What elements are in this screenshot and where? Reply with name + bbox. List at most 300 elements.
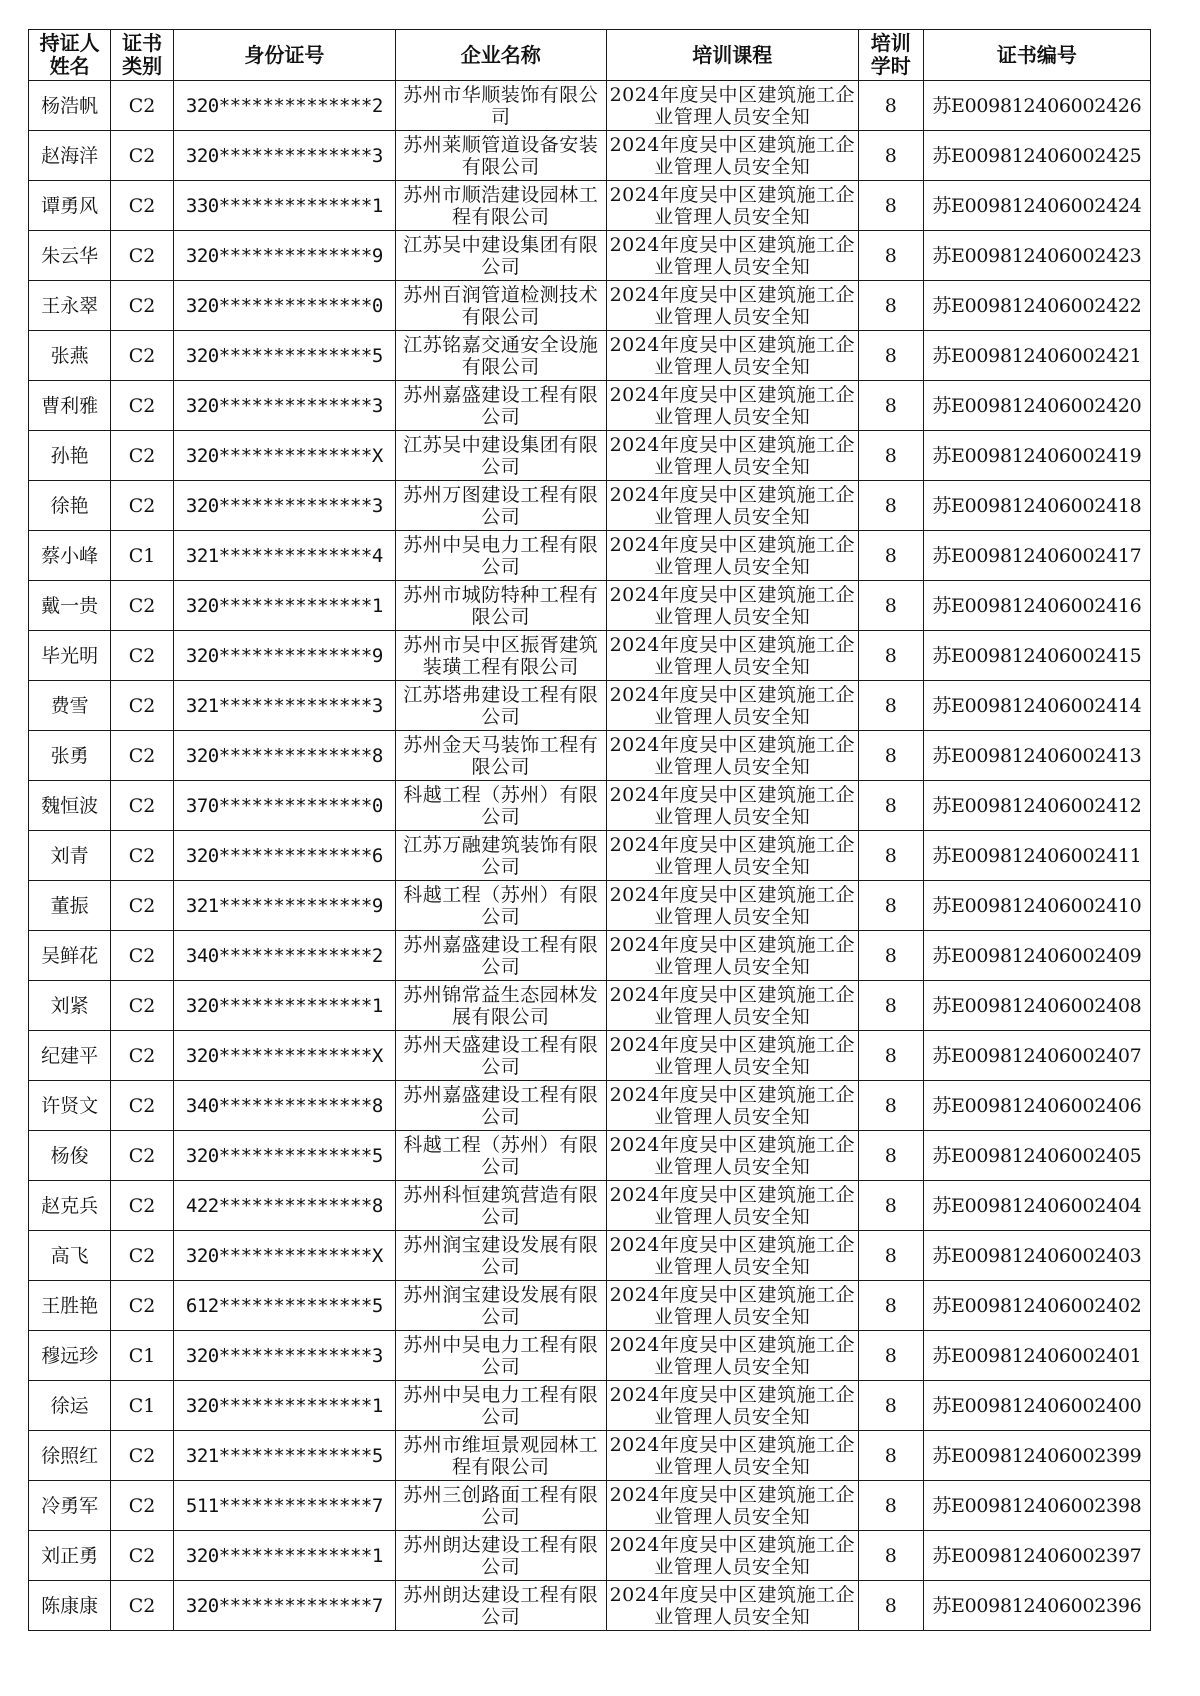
- cell-course-text: 2024年度吴中区建筑施工企业管理人员安全知: [609, 384, 855, 428]
- cell-holder-name: 冷勇军: [29, 1481, 111, 1531]
- cell-holder-name: 张燕: [29, 331, 111, 381]
- cell-course: [606, 1581, 858, 1631]
- table-row: [29, 1431, 1151, 1481]
- cell-cert-no: 苏E009812406002412: [923, 781, 1150, 831]
- cell-course-text: 2024年度吴中区建筑施工企业管理人员安全知: [609, 84, 855, 128]
- cell-cert-no: 苏E009812406002398: [923, 1481, 1150, 1531]
- cell-company: [395, 1381, 606, 1431]
- cell-id-number: 612**************5: [173, 1281, 395, 1331]
- cell-company-text: 苏州润宝建设发展有限公司: [403, 1284, 599, 1328]
- cell-id-number: 511**************7: [173, 1481, 395, 1531]
- table-row: [29, 581, 1151, 631]
- cell-company-text: 苏州市华顺装饰有限公司: [403, 84, 599, 128]
- cell-id-number: 320**************5: [173, 331, 395, 381]
- cell-course: [606, 1181, 858, 1231]
- cell-id-number: 320**************7: [173, 1581, 395, 1631]
- cell-holder-name: 魏恒波: [29, 781, 111, 831]
- cell-cert-no: 苏E009812406002400: [923, 1381, 1150, 1431]
- cell-id-number: 320**************2: [173, 81, 395, 131]
- cell-holder-name: 刘青: [29, 831, 111, 881]
- cell-category: C2: [111, 681, 174, 731]
- cell-holder-name: 陈康康: [29, 1581, 111, 1631]
- cell-hours: 8: [858, 1181, 923, 1231]
- cell-company-text: 江苏吴中建设集团有限公司: [403, 234, 599, 278]
- header-cert-no: 证书编号: [923, 30, 1150, 81]
- cell-cert-no: 苏E009812406002413: [923, 731, 1150, 781]
- cell-id-number: 340**************8: [173, 1081, 395, 1131]
- table-row: [29, 731, 1151, 781]
- cell-holder-name: 蔡小峰: [29, 531, 111, 581]
- cell-company: [395, 181, 606, 231]
- cell-course: [606, 1131, 858, 1181]
- cell-cert-no: 苏E009812406002418: [923, 481, 1150, 531]
- cell-hours: 8: [858, 731, 923, 781]
- cell-holder-name: 毕光明: [29, 631, 111, 681]
- cell-hours: 8: [858, 631, 923, 681]
- cell-cert-no: 苏E009812406002406: [923, 1081, 1150, 1131]
- cell-hours: 8: [858, 1281, 923, 1331]
- cell-id-number: 320**************3: [173, 481, 395, 531]
- cell-category: C2: [111, 281, 174, 331]
- cell-course: [606, 931, 858, 981]
- certificate-table: [28, 29, 1151, 1631]
- table-row: [29, 1031, 1151, 1081]
- cell-holder-name: 纪建平: [29, 1031, 111, 1081]
- cell-hours: 8: [858, 331, 923, 381]
- cell-hours: 8: [858, 131, 923, 181]
- cell-id-number: 320**************3: [173, 381, 395, 431]
- cell-course: [606, 731, 858, 781]
- cell-course-text: 2024年度吴中区建筑施工企业管理人员安全知: [609, 1584, 855, 1628]
- table-row: [29, 231, 1151, 281]
- cell-company-text: 苏州市维垣景观园林工程有限公司: [403, 1434, 599, 1478]
- cell-cert-no: 苏E009812406002424: [923, 181, 1150, 231]
- cell-course-text: 2024年度吴中区建筑施工企业管理人员安全知: [609, 334, 855, 378]
- cell-course-text: 2024年度吴中区建筑施工企业管理人员安全知: [609, 1334, 855, 1378]
- cell-category: C2: [111, 1481, 174, 1531]
- header-course: 培训课程: [606, 30, 858, 81]
- cell-company-text: 苏州市城防特种工程有限公司: [403, 584, 599, 628]
- cell-holder-name: 刘紧: [29, 981, 111, 1031]
- cell-company-text: 苏州中吴电力工程有限公司: [403, 534, 599, 578]
- cell-course: [606, 631, 858, 681]
- cell-company: [395, 981, 606, 1031]
- cell-company-text: 苏州百润管道检测技术有限公司: [403, 284, 599, 328]
- cell-cert-no: 苏E009812406002408: [923, 981, 1150, 1031]
- cell-company: [395, 531, 606, 581]
- cell-course-text: 2024年度吴中区建筑施工企业管理人员安全知: [609, 234, 855, 278]
- cell-company-text: 苏州嘉盛建设工程有限公司: [403, 934, 599, 978]
- cell-holder-name: 赵海洋: [29, 131, 111, 181]
- cell-cert-no: 苏E009812406002416: [923, 581, 1150, 631]
- cell-hours: 8: [858, 1031, 923, 1081]
- cell-company-text: 江苏吴中建设集团有限公司: [403, 434, 599, 478]
- cell-course: [606, 881, 858, 931]
- cell-course: [606, 181, 858, 231]
- cell-course-text: 2024年度吴中区建筑施工企业管理人员安全知: [609, 684, 855, 728]
- table-row: [29, 431, 1151, 481]
- cell-holder-name: 董振: [29, 881, 111, 931]
- table-row: [29, 331, 1151, 381]
- table-row: [29, 1331, 1151, 1381]
- cell-category: C2: [111, 181, 174, 231]
- table-row: [29, 931, 1151, 981]
- cell-course-text: 2024年度吴中区建筑施工企业管理人员安全知: [609, 934, 855, 978]
- cell-course-text: 2024年度吴中区建筑施工企业管理人员安全知: [609, 1534, 855, 1578]
- table-row: [29, 631, 1151, 681]
- cell-cert-no: 苏E009812406002405: [923, 1131, 1150, 1181]
- cell-company: [395, 1331, 606, 1381]
- cell-hours: 8: [858, 931, 923, 981]
- cell-hours: 8: [858, 1081, 923, 1131]
- cell-cert-no: 苏E009812406002402: [923, 1281, 1150, 1331]
- cell-company: [395, 1231, 606, 1281]
- cell-id-number: 340**************2: [173, 931, 395, 981]
- cell-category: C2: [111, 81, 174, 131]
- cell-category: C2: [111, 881, 174, 931]
- cell-id-number: 320**************0: [173, 281, 395, 331]
- cell-course: [606, 281, 858, 331]
- cell-category: C2: [111, 831, 174, 881]
- table-header-row: [29, 30, 1151, 81]
- cell-course: [606, 481, 858, 531]
- cell-hours: 8: [858, 381, 923, 431]
- cell-id-number: 422**************8: [173, 1181, 395, 1231]
- cell-course-text: 2024年度吴中区建筑施工企业管理人员安全知: [609, 1434, 855, 1478]
- header-category: [111, 30, 174, 81]
- cell-id-number: 320**************1: [173, 1381, 395, 1431]
- cell-course: [606, 681, 858, 731]
- cell-category: C2: [111, 981, 174, 1031]
- cell-category: C2: [111, 1031, 174, 1081]
- cell-course-text: 2024年度吴中区建筑施工企业管理人员安全知: [609, 1484, 855, 1528]
- cell-course-text: 2024年度吴中区建筑施工企业管理人员安全知: [609, 734, 855, 778]
- cell-company-text: 苏州朗达建设工程有限公司: [403, 1534, 599, 1578]
- cell-course-text: 2024年度吴中区建筑施工企业管理人员安全知: [609, 534, 855, 578]
- cell-course: [606, 231, 858, 281]
- cell-company-text: 苏州三创路面工程有限公司: [403, 1484, 599, 1528]
- cell-category: C1: [111, 1381, 174, 1431]
- cell-course-text: 2024年度吴中区建筑施工企业管理人员安全知: [609, 784, 855, 828]
- cell-hours: 8: [858, 981, 923, 1031]
- cell-id-number: 320**************5: [173, 1131, 395, 1181]
- cell-category: C2: [111, 131, 174, 181]
- cell-company: [395, 331, 606, 381]
- table-row: [29, 181, 1151, 231]
- cell-company: [395, 581, 606, 631]
- cell-id-number: 320**************9: [173, 631, 395, 681]
- cell-category: C2: [111, 1231, 174, 1281]
- cell-hours: 8: [858, 781, 923, 831]
- cell-hours: 8: [858, 831, 923, 881]
- cell-company-text: 江苏塔弗建设工程有限公司: [403, 684, 599, 728]
- cell-id-number: 320**************1: [173, 1531, 395, 1581]
- cell-company: [395, 1031, 606, 1081]
- cell-id-number: 320**************X: [173, 1231, 395, 1281]
- cell-cert-no: 苏E009812406002409: [923, 931, 1150, 981]
- cell-company: [395, 731, 606, 781]
- cell-course: [606, 1081, 858, 1131]
- cell-company: [395, 1181, 606, 1231]
- cell-cert-no: 苏E009812406002417: [923, 531, 1150, 581]
- cell-course-text: 2024年度吴中区建筑施工企业管理人员安全知: [609, 284, 855, 328]
- cell-course-text: 2024年度吴中区建筑施工企业管理人员安全知: [609, 984, 855, 1028]
- cell-hours: 8: [858, 1331, 923, 1381]
- cell-category: C1: [111, 1331, 174, 1381]
- cell-id-number: 320**************1: [173, 581, 395, 631]
- cell-company-text: 江苏万融建筑装饰有限公司: [403, 834, 599, 878]
- cell-hours: 8: [858, 881, 923, 931]
- cell-category: C2: [111, 581, 174, 631]
- cell-holder-name: 赵克兵: [29, 1181, 111, 1231]
- cell-course-text: 2024年度吴中区建筑施工企业管理人员安全知: [609, 1234, 855, 1278]
- cell-id-number: 320**************X: [173, 431, 395, 481]
- cell-category: C2: [111, 1531, 174, 1581]
- cell-cert-no: 苏E009812406002397: [923, 1531, 1150, 1581]
- cell-id-number: 320**************3: [173, 131, 395, 181]
- header-holder-name-text: 持证人 姓名: [39, 31, 100, 78]
- cell-category: C2: [111, 481, 174, 531]
- cell-course: [606, 1331, 858, 1381]
- cell-company: [395, 131, 606, 181]
- table-row: [29, 1081, 1151, 1131]
- table-row: [29, 1581, 1151, 1631]
- cell-course: [606, 81, 858, 131]
- cell-holder-name: 王永翠: [29, 281, 111, 331]
- cell-category: C2: [111, 731, 174, 781]
- cell-company: [395, 1581, 606, 1631]
- cell-cert-no: 苏E009812406002423: [923, 231, 1150, 281]
- cell-holder-name: 杨俊: [29, 1131, 111, 1181]
- cell-hours: 8: [858, 1381, 923, 1431]
- cell-company: [395, 381, 606, 431]
- table-row: [29, 1281, 1151, 1331]
- cell-category: C2: [111, 1431, 174, 1481]
- cell-category: C2: [111, 1181, 174, 1231]
- cell-course-text: 2024年度吴中区建筑施工企业管理人员安全知: [609, 834, 855, 878]
- cell-id-number: 320**************6: [173, 831, 395, 881]
- header-id-number: 身份证号: [173, 30, 395, 81]
- cell-company-text: 苏州朗达建设工程有限公司: [403, 1584, 599, 1628]
- cell-hours: 8: [858, 1131, 923, 1181]
- table-row: [29, 1131, 1151, 1181]
- cell-company: [395, 431, 606, 481]
- cell-hours: 8: [858, 481, 923, 531]
- table-body: [29, 81, 1151, 1631]
- cell-company-text: 苏州市顺浩建设园林工程有限公司: [403, 184, 599, 228]
- cell-company: [395, 1281, 606, 1331]
- table-row: [29, 531, 1151, 581]
- cell-cert-no: 苏E009812406002425: [923, 131, 1150, 181]
- table-row: [29, 381, 1151, 431]
- cell-course-text: 2024年度吴中区建筑施工企业管理人员安全知: [609, 1184, 855, 1228]
- cell-course-text: 2024年度吴中区建筑施工企业管理人员安全知: [609, 134, 855, 178]
- cell-company: [395, 881, 606, 931]
- cell-course: [606, 1281, 858, 1331]
- cell-course-text: 2024年度吴中区建筑施工企业管理人员安全知: [609, 1134, 855, 1178]
- cell-company: [395, 231, 606, 281]
- cell-holder-name: 徐艳: [29, 481, 111, 531]
- cell-category: C2: [111, 781, 174, 831]
- cell-course-text: 2024年度吴中区建筑施工企业管理人员安全知: [609, 434, 855, 478]
- cell-company: [395, 1531, 606, 1581]
- cell-id-number: 320**************1: [173, 981, 395, 1031]
- cell-hours: 8: [858, 1231, 923, 1281]
- cell-company-text: 科越工程（苏州）有限公司: [403, 784, 599, 828]
- cell-holder-name: 刘正勇: [29, 1531, 111, 1581]
- table-row: [29, 1181, 1151, 1231]
- cell-id-number: 321**************4: [173, 531, 395, 581]
- cell-id-number: 370**************0: [173, 781, 395, 831]
- table-row: [29, 1531, 1151, 1581]
- cell-course: [606, 531, 858, 581]
- table-row: [29, 1381, 1151, 1431]
- cell-cert-no: 苏E009812406002404: [923, 1181, 1150, 1231]
- cell-cert-no: 苏E009812406002419: [923, 431, 1150, 481]
- table-row: [29, 1231, 1151, 1281]
- cell-holder-name: 穆远珍: [29, 1331, 111, 1381]
- cell-course: [606, 131, 858, 181]
- cell-holder-name: 谭勇风: [29, 181, 111, 231]
- cell-category: C2: [111, 931, 174, 981]
- cell-id-number: 330**************1: [173, 181, 395, 231]
- table-row: [29, 1481, 1151, 1531]
- cell-cert-no: 苏E009812406002414: [923, 681, 1150, 731]
- header-holder-name: [29, 30, 111, 81]
- cell-holder-name: 张勇: [29, 731, 111, 781]
- cell-cert-no: 苏E009812406002426: [923, 81, 1150, 131]
- header-category-text: 证书 类别: [122, 31, 163, 78]
- cell-category: C2: [111, 231, 174, 281]
- header-company: 企业名称: [395, 30, 606, 81]
- cell-holder-name: 许贤文: [29, 1081, 111, 1131]
- cell-holder-name: 徐运: [29, 1381, 111, 1431]
- cell-cert-no: 苏E009812406002399: [923, 1431, 1150, 1481]
- cell-id-number: 320**************X: [173, 1031, 395, 1081]
- cell-company-text: 科越工程（苏州）有限公司: [403, 1134, 599, 1178]
- header-hours: [858, 30, 923, 81]
- cell-course: [606, 431, 858, 481]
- cell-cert-no: 苏E009812406002403: [923, 1231, 1150, 1281]
- cell-course: [606, 381, 858, 431]
- cell-holder-name: 杨浩帆: [29, 81, 111, 131]
- cell-course: [606, 781, 858, 831]
- cell-cert-no: 苏E009812406002407: [923, 1031, 1150, 1081]
- cell-cert-no: 苏E009812406002415: [923, 631, 1150, 681]
- cell-course-text: 2024年度吴中区建筑施工企业管理人员安全知: [609, 1384, 855, 1428]
- cell-course: [606, 1381, 858, 1431]
- cell-company: [395, 481, 606, 531]
- cell-course-text: 2024年度吴中区建筑施工企业管理人员安全知: [609, 484, 855, 528]
- cell-cert-no: 苏E009812406002396: [923, 1581, 1150, 1631]
- cell-cert-no: 苏E009812406002420: [923, 381, 1150, 431]
- cell-company-text: 苏州金天马装饰工程有限公司: [403, 734, 599, 778]
- cell-course: [606, 1431, 858, 1481]
- cell-cert-no: 苏E009812406002421: [923, 331, 1150, 381]
- cell-company-text: 苏州市吴中区振胥建筑装璜工程有限公司: [403, 634, 599, 678]
- cell-course: [606, 1231, 858, 1281]
- cell-hours: 8: [858, 1481, 923, 1531]
- cell-company: [395, 1131, 606, 1181]
- table-row: [29, 881, 1151, 931]
- cell-company: [395, 631, 606, 681]
- cell-holder-name: 孙艳: [29, 431, 111, 481]
- cell-id-number: 320**************9: [173, 231, 395, 281]
- cell-hours: 8: [858, 1531, 923, 1581]
- table-row: [29, 81, 1151, 131]
- cell-category: C1: [111, 531, 174, 581]
- cell-id-number: 321**************3: [173, 681, 395, 731]
- cell-course: [606, 1531, 858, 1581]
- cell-hours: 8: [858, 681, 923, 731]
- cell-category: C2: [111, 631, 174, 681]
- cell-company: [395, 931, 606, 981]
- cell-holder-name: 费雪: [29, 681, 111, 731]
- cell-company-text: 苏州中吴电力工程有限公司: [403, 1384, 599, 1428]
- cell-category: C2: [111, 1281, 174, 1331]
- cell-hours: 8: [858, 1431, 923, 1481]
- cell-hours: 8: [858, 281, 923, 331]
- cell-course-text: 2024年度吴中区建筑施工企业管理人员安全知: [609, 884, 855, 928]
- header-hours-text: 培训 学时: [870, 31, 911, 78]
- cell-cert-no: 苏E009812406002410: [923, 881, 1150, 931]
- cell-category: C2: [111, 1081, 174, 1131]
- cell-holder-name: 戴一贵: [29, 581, 111, 631]
- cell-category: C2: [111, 331, 174, 381]
- cell-company-text: 苏州天盛建设工程有限公司: [403, 1034, 599, 1078]
- table-row: [29, 681, 1151, 731]
- table-row: [29, 281, 1151, 331]
- cell-company: [395, 1431, 606, 1481]
- cell-id-number: 321**************9: [173, 881, 395, 931]
- cell-category: C2: [111, 431, 174, 481]
- cell-company-text: 苏州嘉盛建设工程有限公司: [403, 384, 599, 428]
- table-row: [29, 981, 1151, 1031]
- cell-course: [606, 331, 858, 381]
- cell-course-text: 2024年度吴中区建筑施工企业管理人员安全知: [609, 584, 855, 628]
- cell-course-text: 2024年度吴中区建筑施工企业管理人员安全知: [609, 634, 855, 678]
- cell-company-text: 江苏铭嘉交通安全设施有限公司: [403, 334, 599, 378]
- cell-course: [606, 831, 858, 881]
- cell-company: [395, 781, 606, 831]
- cell-course: [606, 581, 858, 631]
- cell-company-text: 苏州锦常益生态园林发展有限公司: [403, 984, 599, 1028]
- cell-company: [395, 831, 606, 881]
- cell-course-text: 2024年度吴中区建筑施工企业管理人员安全知: [609, 1034, 855, 1078]
- cell-company-text: 科越工程（苏州）有限公司: [403, 884, 599, 928]
- cell-course-text: 2024年度吴中区建筑施工企业管理人员安全知: [609, 1084, 855, 1128]
- cell-company: [395, 81, 606, 131]
- cell-company-text: 苏州莱顺管道设备安装有限公司: [403, 134, 599, 178]
- cell-company: [395, 281, 606, 331]
- cell-cert-no: 苏E009812406002422: [923, 281, 1150, 331]
- cell-holder-name: 朱云华: [29, 231, 111, 281]
- cell-holder-name: 高飞: [29, 1231, 111, 1281]
- cell-holder-name: 徐照红: [29, 1431, 111, 1481]
- cell-course-text: 2024年度吴中区建筑施工企业管理人员安全知: [609, 1284, 855, 1328]
- table-row: [29, 781, 1151, 831]
- table-row: [29, 131, 1151, 181]
- cell-course-text: 2024年度吴中区建筑施工企业管理人员安全知: [609, 184, 855, 228]
- cell-company: [395, 1481, 606, 1531]
- table-row: [29, 481, 1151, 531]
- cell-holder-name: 曹利雅: [29, 381, 111, 431]
- cell-cert-no: 苏E009812406002411: [923, 831, 1150, 881]
- cell-course: [606, 1031, 858, 1081]
- cell-company-text: 苏州万图建设工程有限公司: [403, 484, 599, 528]
- cell-course: [606, 981, 858, 1031]
- cell-company-text: 苏州嘉盛建设工程有限公司: [403, 1084, 599, 1128]
